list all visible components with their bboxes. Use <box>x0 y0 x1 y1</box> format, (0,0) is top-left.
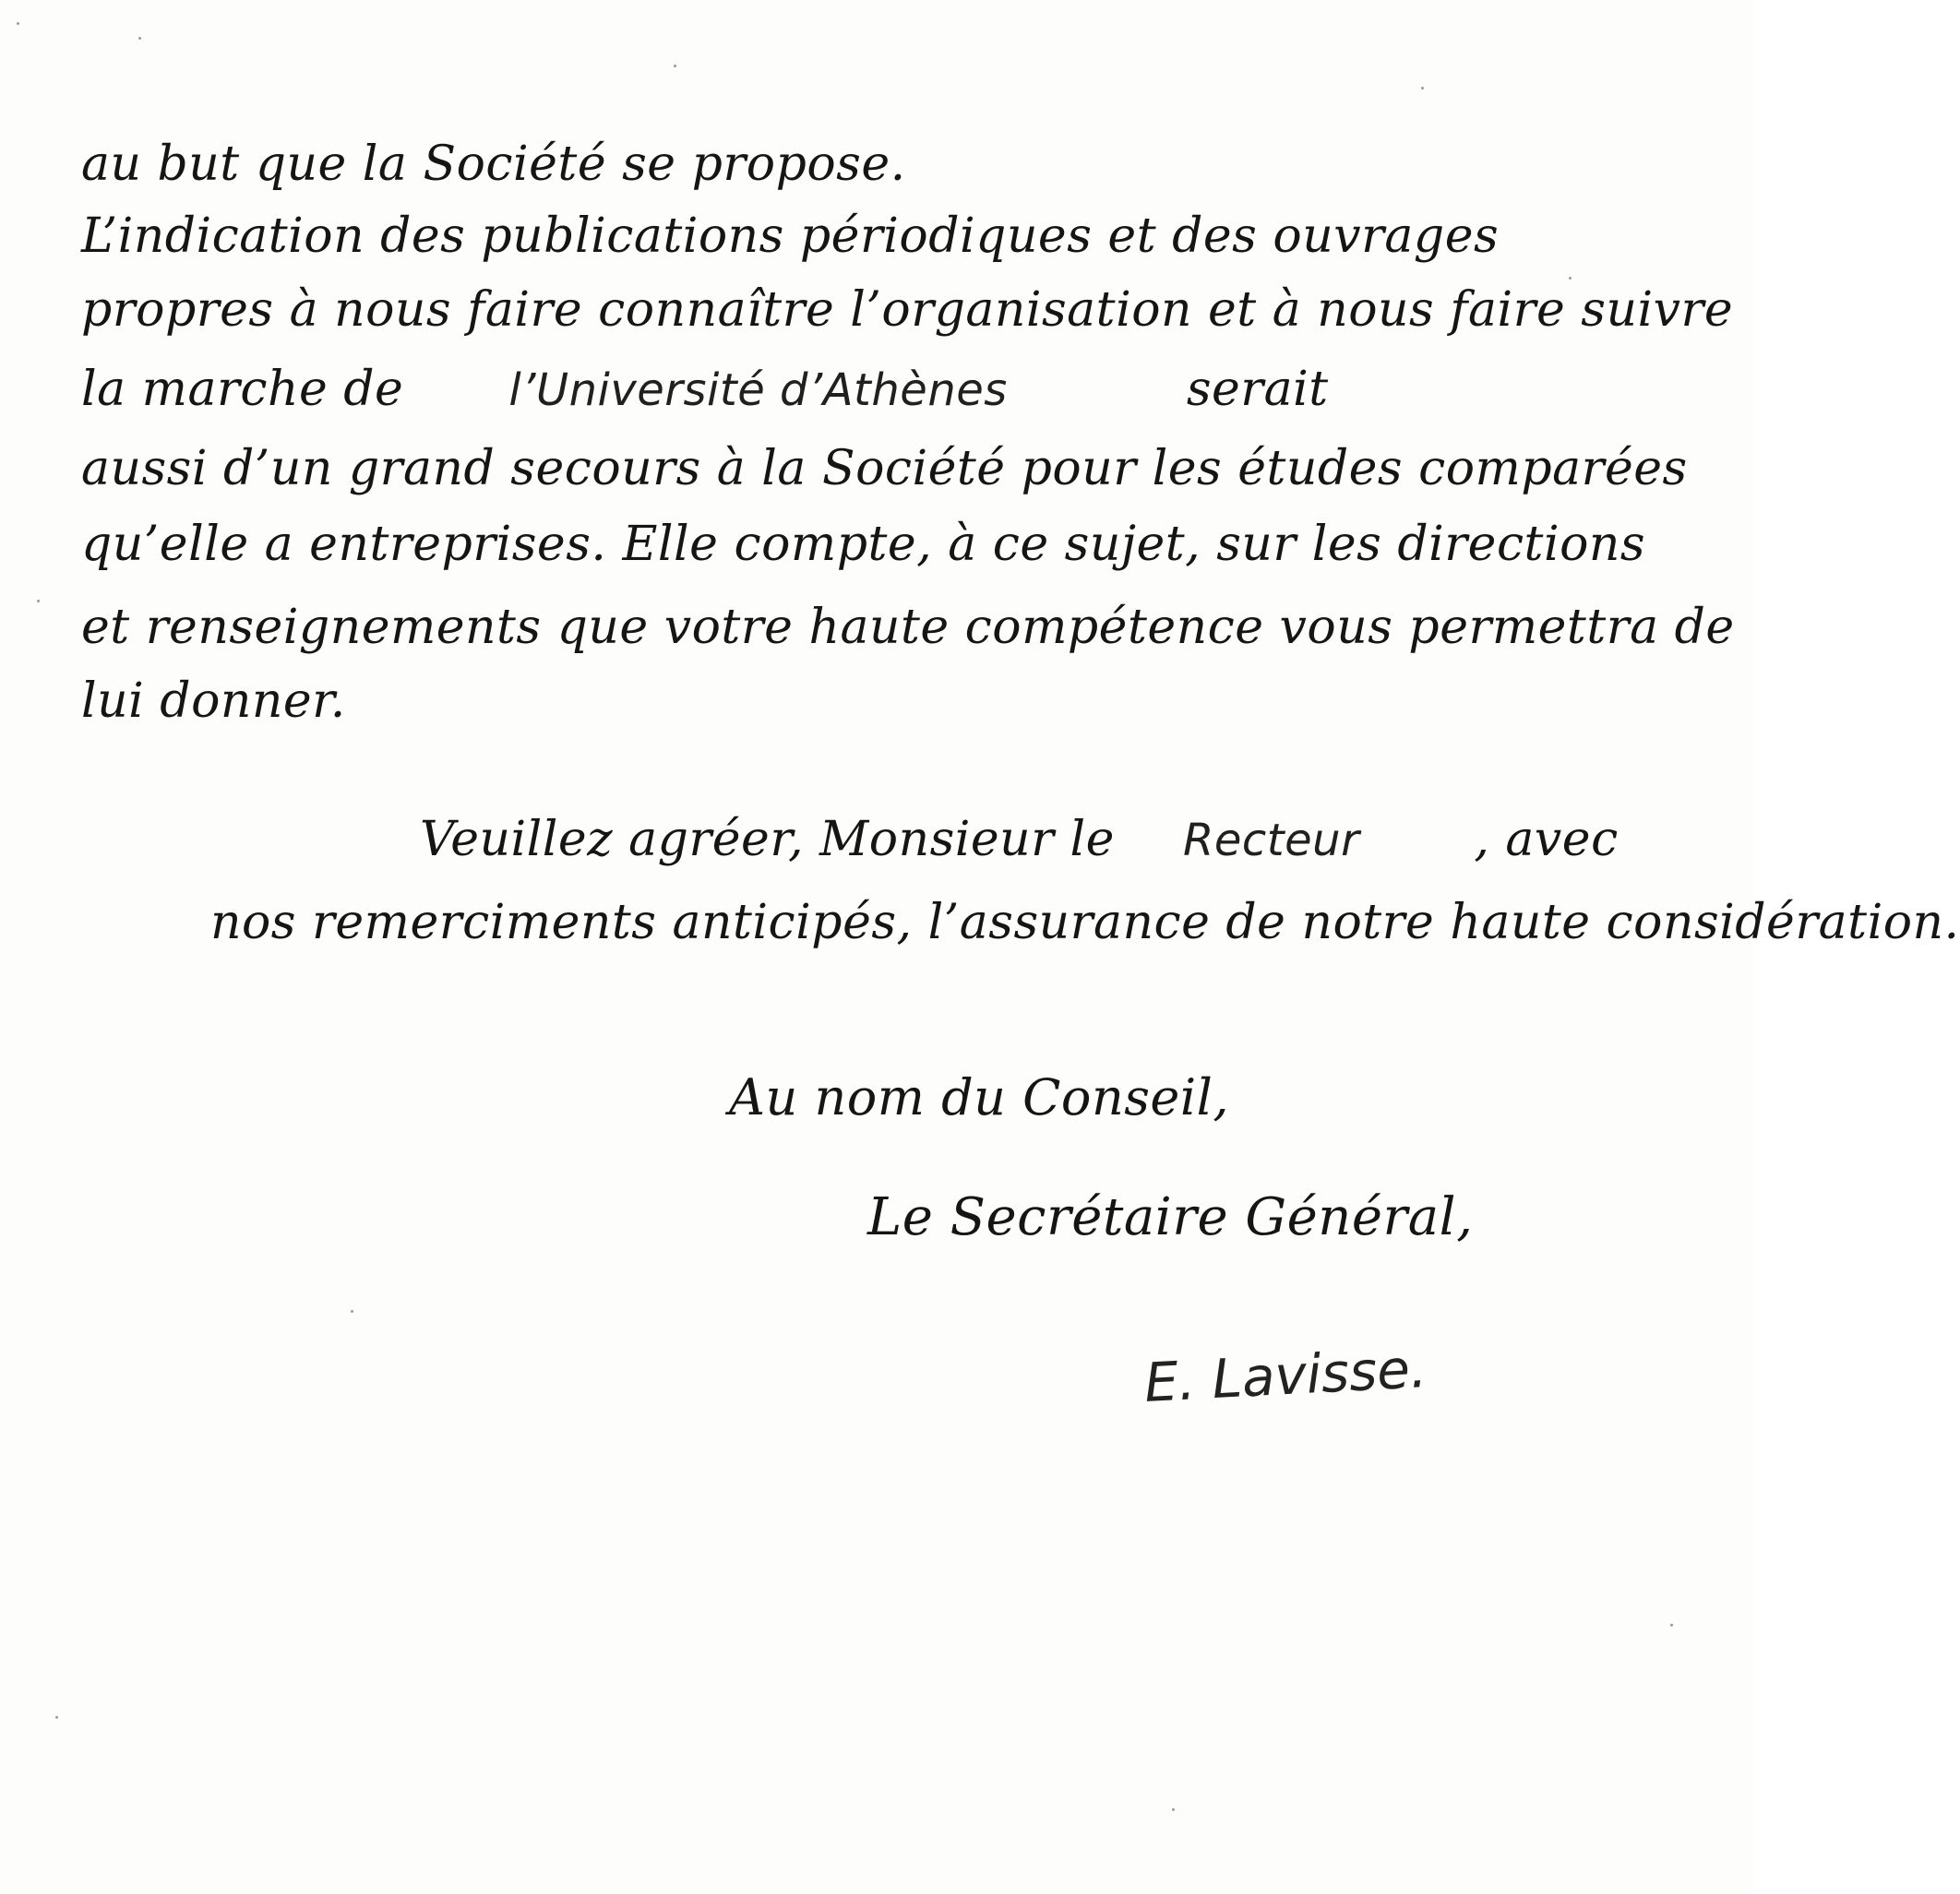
text-line-4-start: la marche de <box>81 362 404 417</box>
sign-off-secretary: Le Secrétaire Général, <box>867 1187 1474 1247</box>
scan-speck <box>55 1716 58 1719</box>
text-line-8: lui donner. <box>81 673 346 729</box>
scan-speck <box>1670 1624 1673 1626</box>
closing-line-1 <box>420 812 1619 868</box>
text-line-4 <box>81 362 1329 418</box>
scan-speck <box>37 600 40 602</box>
sign-off-council: Au nom du Conseil, <box>729 1068 1230 1126</box>
text-line-4-end: serait <box>1186 362 1329 417</box>
text-line-2: L’indication des publications périodiques et des ouvrages <box>81 208 1500 264</box>
scan-speck <box>351 1310 353 1313</box>
text-line-1: au but que la Société se propose. <box>81 137 906 192</box>
scan-speck <box>1421 87 1424 89</box>
scan-speck <box>674 65 676 67</box>
scan-speck <box>1569 277 1572 280</box>
handwritten-university-name: l’Université d’Athènes <box>508 364 1008 416</box>
text-line-5: aussi d’un grand secours à la Société pour les études comparées <box>81 441 1688 496</box>
signature: E. Lavisse. <box>1142 1337 1428 1414</box>
text-line-6: qu’elle a entreprises. Elle compte, à ce sujet, sur les directions <box>81 517 1646 572</box>
scan-speck <box>17 22 19 25</box>
closing-line-1-start: Veuillez agréer, Monsieur le <box>420 812 1115 867</box>
scan-speck <box>1172 1808 1175 1811</box>
closing-line-2: nos remerciments anticipés, l’assurance de notre haute considération. <box>210 895 1960 950</box>
closing-line-1-end: , avec <box>1474 812 1619 867</box>
text-line-7: et renseignements que votre haute compétence vous permettra de <box>81 600 1735 655</box>
text-line-3: propres à nous faire connaître l’organisation et à nous faire suivre <box>81 282 1734 338</box>
handwritten-title: Recteur <box>1183 815 1360 866</box>
scan-speck <box>138 37 141 40</box>
